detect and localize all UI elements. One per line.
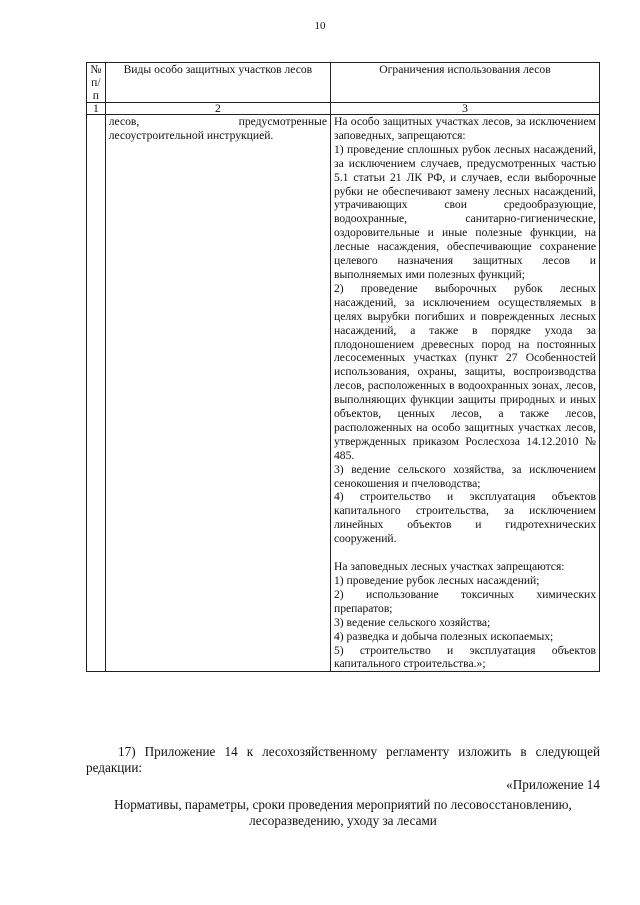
header-forest-types: Виды особо защитных участков лесов [105,63,330,103]
restriction-item-2: 2) проведение выборочных рубок лесных насаждений, за исключением осуществляемых в целях вырубки погибших и поврежденных лесных насаждений, а также в порядке ухода за плодоношением древесных пород на постоянных лесосеменных участках (пункт 27 Особенностей использования, охраны, защиты, воспроизводства лесов, расположенных в водоохранных зонах, лесов, выполняющих функции защиты природных и иных объектов, ценных лесов, а также лесов, расположенных на особо защитных участках лесов, утвержденных приказом Рослесхоза 14.12.2010 № 485. [333,281,596,462]
column-number-3: 3 [330,103,599,115]
forest-type-line-2: лесоустроительной инструкцией. [108,128,274,142]
column-number-row [87,103,600,115]
reserve-restriction-item-2: 2) использование токсичных химических препаратов; [333,587,596,615]
reserve-restrictions-intro: На заповедных лесных участках запрещаются: [333,560,565,574]
restrictions-cell [330,115,599,672]
restriction-item-1: 1) проведение сплошных рубок лесных насаждений, за исключением случаев, предусмотренных частью 5.1 статьи 21 ЛК РФ, и случаев, если выборочные рубки не обеспечивают замену лесных насаждений, утрачивающих свои средообразующие, водоохранные, санитарно-гигиенические, оздоровительные и иные полезные функции, на лесные насаждения, обеспечивающие сохранение целевого назначения защитных лесов и выполняемых ими полезных функций; [333,142,596,281]
table-header-row [87,63,600,103]
forest-type-cell [105,115,330,672]
restriction-item-4: 4) строительство и эксплуатация объектов капитального строительства, за исключением линейных объектов и гидротехнических сооружений. [333,490,596,546]
row-number-cell [87,115,106,672]
restrictions-intro: На особо защитных участках лесов, за исключением заповедных, запрещаются: [333,115,596,142]
section-title-line-1: Нормативы, параметры, сроки проведения мероприятий по лесовосстановлению, [114,797,572,812]
appendix-label: «Приложение 14 [506,777,600,792]
header-number: № п/п [87,63,106,103]
section-title [86,797,600,829]
reserve-restriction-item-5: 5) строительство и эксплуатация объектов капитального строительства.»; [333,643,596,671]
table-row [87,115,600,672]
restriction-item-3: 3) ведение сельского хозяйства, за исключением сенокошения и пчеловодства; [333,462,596,490]
section-title-line-2: лесоразведению, уходу за лесами [249,813,437,828]
column-number-1: 1 [87,103,106,115]
paragraph-17: 17) Приложение 14 к лесохозяйственному регламенту изложить в следующей редакции: [86,744,600,775]
page-number: 10 [314,20,326,32]
forest-type-line-1: лесов, предусмотренные [108,115,327,128]
reserve-restriction-item-4: 4) разведка и добыча полезных ископаемых; [333,629,554,643]
forest-restrictions-table [86,62,600,672]
column-number-2: 2 [105,103,330,115]
reserve-restriction-item-1: 1) проведение рубок лесных насаждений; [333,574,540,587]
reserve-restriction-item-3: 3) ведение сельского хозяйства; [333,615,491,629]
spacer [334,546,596,560]
header-restrictions: Ограничения использования лесов [330,63,599,103]
